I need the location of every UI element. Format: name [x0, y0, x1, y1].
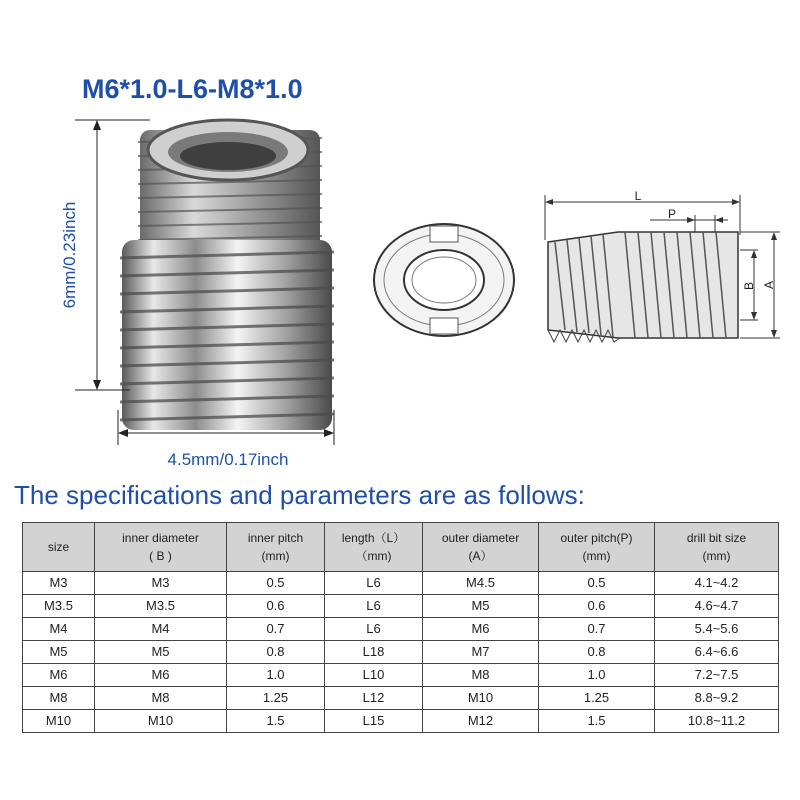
- cell-size: M5: [23, 641, 95, 664]
- cell-outer-pitch: 0.8: [539, 641, 655, 664]
- cell-outer-pitch: 1.5: [539, 710, 655, 733]
- cell-inner-diameter: M3.5: [95, 595, 227, 618]
- cell-outer-diameter: M5: [423, 595, 539, 618]
- side-view-drawing: [530, 180, 800, 350]
- label-A: A: [762, 280, 776, 290]
- specs-table: [22, 522, 779, 733]
- width-dimension-label: 4.5mm/0.17inch: [167, 450, 289, 469]
- cell-outer-pitch: 0.5: [539, 572, 655, 595]
- cell-outer-diameter: M12: [423, 710, 539, 733]
- cell-drill-bit-size: 4.1~4.2: [655, 572, 779, 595]
- cell-drill-bit-size: 6.4~6.6: [655, 641, 779, 664]
- cell-length: L6: [325, 572, 423, 595]
- cell-size: M3: [23, 572, 95, 595]
- specs-heading: The specifications and parameters are as follows:: [14, 480, 585, 510]
- product-title: M6*1.0-L6-M8*1.0: [82, 74, 303, 104]
- cell-inner-pitch: 1.5: [227, 710, 325, 733]
- col-header-size: size: [23, 523, 95, 572]
- cell-outer-diameter: M8: [423, 664, 539, 687]
- cell-drill-bit-size: 5.4~5.6: [655, 618, 779, 641]
- cell-outer-pitch: 0.7: [539, 618, 655, 641]
- cell-drill-bit-size: 4.6~4.7: [655, 595, 779, 618]
- cell-inner-pitch: 0.7: [227, 618, 325, 641]
- cell-length: L18: [325, 641, 423, 664]
- cell-drill-bit-size: 8.8~9.2: [655, 687, 779, 710]
- cell-inner-diameter: M6: [95, 664, 227, 687]
- cell-inner-diameter: M8: [95, 687, 227, 710]
- cell-size: M10: [23, 710, 95, 733]
- cell-drill-bit-size: 7.2~7.5: [655, 664, 779, 687]
- cell-inner-pitch: 1.0: [227, 664, 325, 687]
- col-header-drill-bit-size: drill bit size (mm): [655, 523, 779, 572]
- cell-size: M3.5: [23, 595, 95, 618]
- cell-outer-diameter: M6: [423, 618, 539, 641]
- cell-inner-pitch: 1.25: [227, 687, 325, 710]
- col-header-outer-diameter: outer diameter (A）: [423, 523, 539, 572]
- cell-size: M6: [23, 664, 95, 687]
- height-dimension-label: 6mm/0.23inch: [60, 201, 79, 309]
- cell-size: M4: [23, 618, 95, 641]
- cell-outer-diameter: M7: [423, 641, 539, 664]
- cell-length: L12: [325, 687, 423, 710]
- table-row: [23, 595, 779, 618]
- threaded-insert-illustration: [0, 0, 360, 470]
- table-row: [23, 572, 779, 595]
- col-header-length: length（L） （mm): [325, 523, 423, 572]
- col-header-inner-pitch: inner pitch (mm): [227, 523, 325, 572]
- label-L: L: [634, 189, 642, 203]
- col-header-inner-diameter: inner diameter ( B ): [95, 523, 227, 572]
- col-header-outer-pitch: outer pitch(P) (mm): [539, 523, 655, 572]
- end-view-drawing: [360, 220, 530, 350]
- table-row: [23, 618, 779, 641]
- cell-inner-diameter: M3: [95, 572, 227, 595]
- label-B: B: [742, 281, 756, 291]
- cell-length: L6: [325, 618, 423, 641]
- cell-inner-pitch: 0.6: [227, 595, 325, 618]
- cell-outer-pitch: 1.25: [539, 687, 655, 710]
- specs-header-row: [23, 523, 779, 572]
- cell-inner-diameter: M5: [95, 641, 227, 664]
- table-row: [23, 641, 779, 664]
- cell-outer-diameter: M4.5: [423, 572, 539, 595]
- cell-inner-diameter: M10: [95, 710, 227, 733]
- cell-length: L6: [325, 595, 423, 618]
- cell-inner-pitch: 0.8: [227, 641, 325, 664]
- cell-length: L15: [325, 710, 423, 733]
- cell-inner-pitch: 0.5: [227, 572, 325, 595]
- table-row: [23, 710, 779, 733]
- cell-length: L10: [325, 664, 423, 687]
- cell-drill-bit-size: 10.8~11.2: [655, 710, 779, 733]
- table-row: [23, 664, 779, 687]
- cell-outer-diameter: M10: [423, 687, 539, 710]
- cell-inner-diameter: M4: [95, 618, 227, 641]
- cell-outer-pitch: 1.0: [539, 664, 655, 687]
- table-row: [23, 687, 779, 710]
- cell-size: M8: [23, 687, 95, 710]
- label-P: P: [667, 207, 677, 221]
- cell-outer-pitch: 0.6: [539, 595, 655, 618]
